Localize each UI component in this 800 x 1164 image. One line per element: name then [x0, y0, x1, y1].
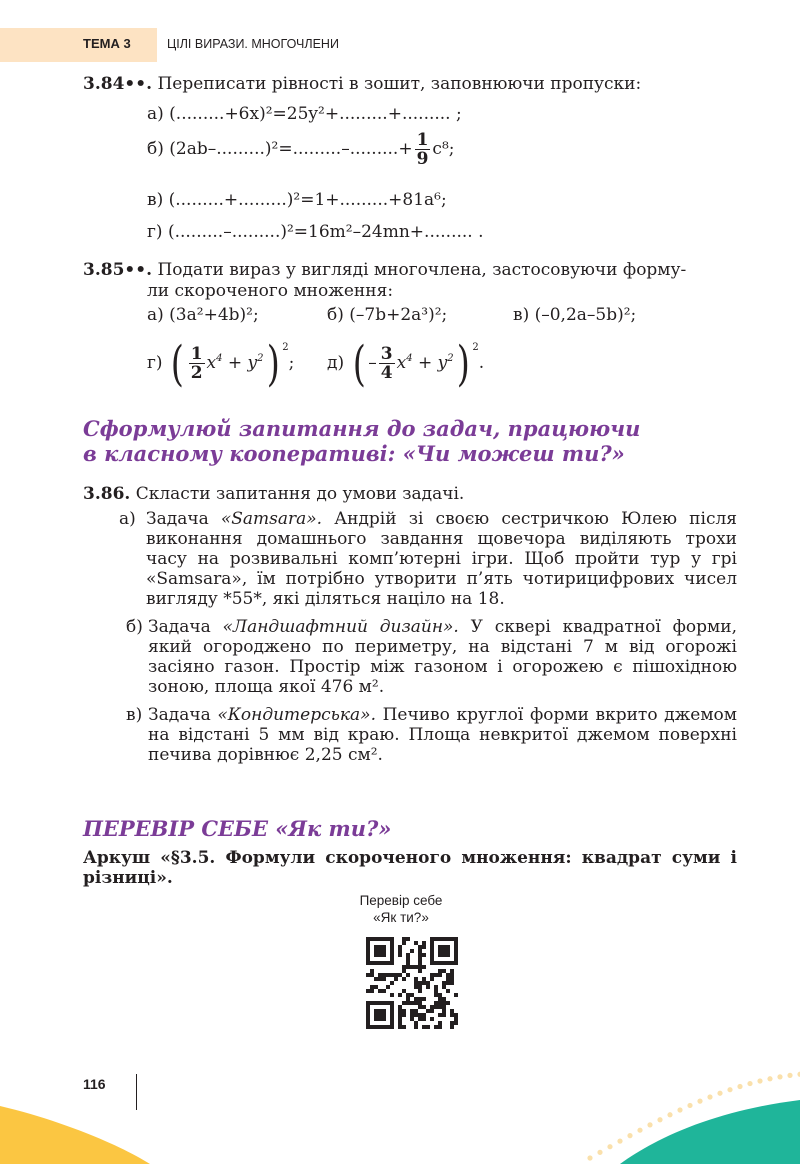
- exercise-3-84-statement: [83, 74, 641, 94]
- right-paren: ): [456, 335, 470, 392]
- exercise-3-85-statement: [83, 260, 686, 280]
- orange-corner-shape: [0, 1106, 150, 1164]
- exercise-3-84-v: в) (.........+.........)²=1+.........+81a⁶;: [147, 190, 447, 210]
- theme-title: ЦІЛІ ВИРАЗИ. МНОГОЧЛЕНИ: [167, 37, 339, 51]
- teal-corner-shape: [620, 1100, 800, 1164]
- exercise-3-84-b-left: б) (2ab–.........)²=.........–.........+: [147, 139, 413, 159]
- task-b: [126, 617, 737, 697]
- task-lead: Задача: [148, 617, 211, 637]
- qr-caption-line-2: «Як ти?»: [373, 910, 429, 925]
- header-band: [0, 28, 157, 62]
- numerator: 3: [380, 344, 393, 364]
- qr-caption: [341, 892, 461, 926]
- task-lead: Задача: [146, 509, 209, 529]
- task-body: Печиво круглої форми вкрито джемом на відстані 5 мм від краю. Площа невкритої джемом поверхні печива дорівнює 2,25 см².: [148, 705, 738, 765]
- worksheet-link-text[interactable]: Аркуш «§3.5. Формули скороченого множення: квадрат суми і різниці».: [83, 848, 737, 888]
- exercise-3-85-a: а) (3a²+4b)²;: [147, 305, 259, 325]
- denominator: 2: [190, 363, 203, 383]
- left-paren: (: [170, 335, 184, 392]
- exercise-text: Переписати рівності в зошит, заповнюючи пропуски:: [157, 74, 642, 94]
- exercise-3-85-b: б) (–7b+2a³)²;: [327, 305, 448, 325]
- qr-caption-line-1: Перевір себе: [359, 893, 443, 908]
- exercise-3-85-d: д) ( – $\frac{3}{4}$ $x^4 + y^2$) $^2$.: [327, 335, 485, 392]
- task-v: [126, 705, 737, 765]
- item-label: д): [327, 353, 345, 373]
- fraction: [415, 131, 431, 168]
- exercise-text: Скласти запитання до умови задачі.: [135, 484, 465, 504]
- qr-code[interactable]: [366, 937, 458, 1029]
- task-body: Андрій зі своєю сестричкою Юлею після виконання домашнього завдання щовечора виділяють трохи часу на розвивальні комп’ютерні ігри. Щоб пройти тур у грі «Samsara», їм потрібно утворити п’ять чотирицифрових чисел вигляду *55*, які діляться націло на 18.: [146, 509, 737, 609]
- exercise-3-85-v: в) (–0,2a–5b)²;: [513, 305, 637, 325]
- exercise-3-84-a: а) (.........+6x)²=25y²+.........+......... ;: [147, 104, 462, 124]
- item-label: г): [147, 353, 163, 373]
- numerator: 1: [416, 130, 429, 150]
- fraction: [189, 345, 205, 382]
- exercise-number: 3.86.: [83, 484, 131, 504]
- exercise-text: Подати вираз у вигляді многочлена, застосовуючи форму-: [157, 260, 687, 280]
- exercise-3-86-statement: [83, 484, 464, 504]
- left-paren: (: [352, 335, 366, 392]
- task-a: [119, 509, 737, 609]
- task-name: «Кондитерська».: [217, 705, 376, 725]
- task-body: У сквері квадратної форми, який огороджено по периметру, на відстані 7 м від огорожі засіяно газон. Простір між газоном і огорожею є пішохідною зоною, площа якої 476 м².: [148, 617, 737, 697]
- task-label: а): [119, 509, 136, 529]
- numerator: 1: [190, 344, 203, 364]
- task-name: «Ландшафтний дизайн».: [222, 617, 459, 637]
- exercise-3-84-b-right: c⁸;: [432, 139, 455, 159]
- exercise-3-85-statement-cont: ли скороченого множення:: [147, 281, 394, 301]
- exercise-3-85-g: г) ( $\frac{1}{2}$ $x^4 + y^2$) $^2$;: [147, 335, 295, 392]
- task-label: в): [126, 705, 143, 725]
- exercise-3-84-g: г) (.........–.........)²=16m²–24mn+......... .: [147, 222, 484, 242]
- check-yourself-heading: ПЕРЕВІР СЕБЕ «Як ти?»: [83, 816, 392, 841]
- expression-body: $x^4 + y^2$: [396, 353, 454, 373]
- expression-body: $x^4 + y^2$: [206, 353, 264, 373]
- section-heading-line-2: в класному кооперативі: «Чи можеш ти?»: [83, 441, 625, 466]
- decorative-corner-shapes: [0, 1040, 800, 1164]
- exercise-number: 3.84••.: [83, 74, 153, 94]
- right-paren: ): [266, 335, 280, 392]
- task-label: б): [126, 617, 143, 637]
- task-name: «Samsara».: [220, 509, 323, 529]
- task-lead: Задача: [148, 705, 211, 725]
- denominator: 9: [416, 149, 429, 169]
- exercise-3-84-b: [147, 128, 455, 170]
- theme-label: ТЕМА 3: [83, 36, 131, 51]
- fraction: [379, 345, 395, 382]
- page-number: 116: [83, 1076, 106, 1092]
- denominator: 4: [380, 363, 393, 383]
- section-heading-line-1: Сформулюй запитання до задач, працюючи: [83, 416, 641, 441]
- exercise-number: 3.85••.: [83, 260, 153, 280]
